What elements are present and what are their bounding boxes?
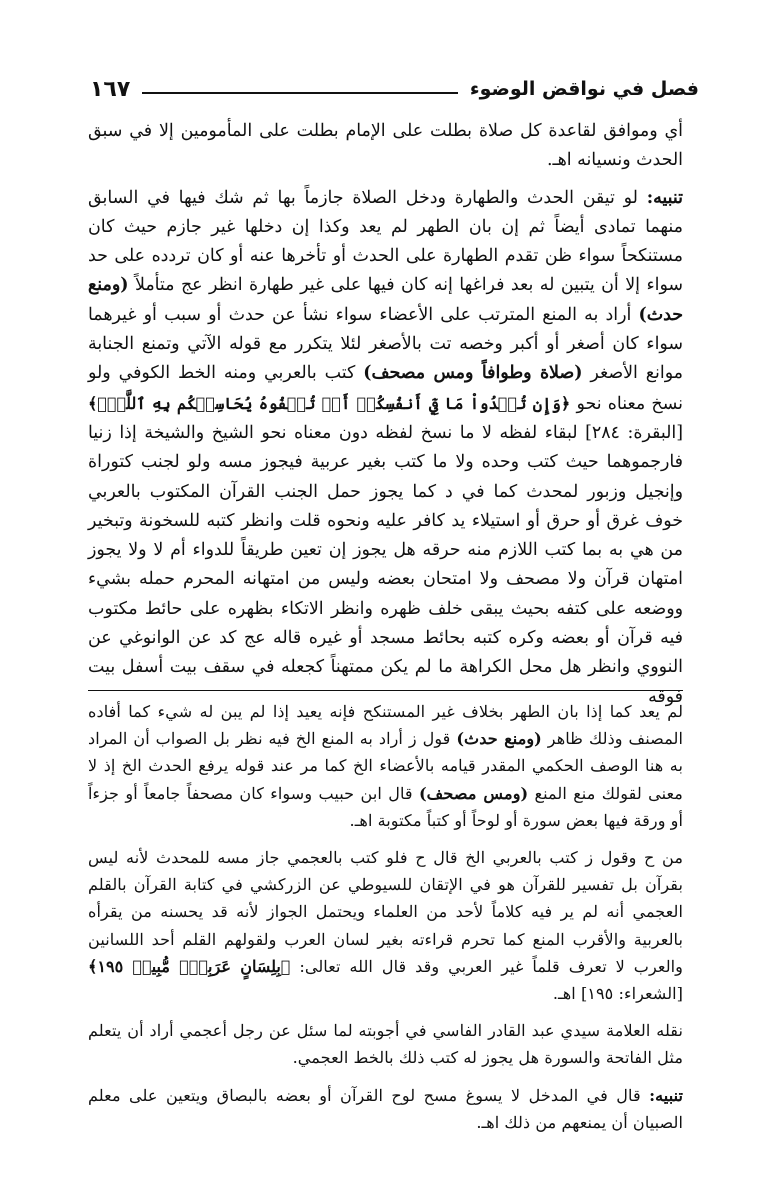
page-number: ١٦٧ bbox=[90, 77, 131, 102]
note-text-run: [الشعراء: ١٩٥] اهـ. bbox=[552, 984, 683, 1004]
main-text bbox=[88, 117, 683, 712]
header-rule bbox=[142, 92, 458, 94]
running-title: فصل في نواقض الوضوء bbox=[469, 78, 699, 100]
matn-quote: (صلاة وطوافاً ومس مصحف) bbox=[363, 363, 583, 384]
note-text-run: قال في المدخل لا يسوغ مسح لوح القرآن أو بعضه بالبصاق ويتعين على معلم الصبيان أن يمنعهم من ذلك اهـ. bbox=[88, 1085, 683, 1132]
note-paragraph-2 bbox=[88, 844, 683, 1007]
main-text-run: أراد به المنع المترتب على الأعضاء سواء نشأ عن حدث أو سبب أو غيرهما سواء كان أصغر أو أكبر وخصه تت بالأصغر لئلا يتكرر مع قوله الآتي وتمنع الجنابة موانع الأصغر bbox=[88, 304, 684, 384]
note-text-run: لم يعد كما إذا بان الطهر بخلاف غير المستنكح فإنه يعيد إذا لم يبن له شيء كما أفاده المصنف وذلك ظاهر bbox=[88, 702, 683, 749]
matn-quote: (ومنع حدث) bbox=[456, 729, 542, 749]
main-paragraph-2 bbox=[88, 184, 683, 712]
matn-quote: (ومس مصحف) bbox=[418, 783, 529, 803]
note-text-run: من ح وقول ز كتب بالعربي الخ قال ح فلو كتب بالعجمي جاز مسه للمحدث لأنه ليس بقرآن بل تفسير للقرآن هو في الإتقان للسيوطي عن الزركشي في كتابة القرآن بالقلم العجمي أنه لم ير فيه كلاماً لأحد من العلماء ويحتمل الجواز لأنه قد يحسنه من يقرأه بالعربية والأقرب المنع كما تحرم قراءته بغير لسان العرب ولقولهم القلم أحد اللسانين والعرب لا تعرف قلماً غير العربي وقد قال الله تعالى: bbox=[88, 848, 683, 976]
tanbih-label: تنبيه: bbox=[646, 187, 684, 208]
footnote-separator bbox=[88, 690, 683, 691]
quran-verse: ﴿وَإِن تُبۡدُواْ مَا فِيٓ أَنفُسِكُمۡ أَوۡ تُخۡفُوهُ يُحَاسِبۡكُم بِهِ ٱللَّهُۖ﴾ bbox=[88, 393, 571, 413]
note-paragraph-3: نقله العلامة سيدي عبد القادر الفاسي في أجوبته لما سئل عن رجل أعجمي أراد أن يتعلم مثل الفاتحة والسورة هل يجوز له كتب ذلك بالخط العجمي. bbox=[88, 1021, 683, 1068]
commentary-notes bbox=[88, 698, 683, 1136]
quran-verse: ﴿بِلِسَانٍ عَرَبِيّٖ مُّبِينٖ ١٩٥﴾ bbox=[88, 956, 291, 976]
main-paragraph-1: أي وموافق لقاعدة كل صلاة بطلت على الإمام بطلت على المأمومين إلا في سبق الحدث ونسيانه اهـ. bbox=[88, 121, 683, 171]
main-text-run: لو تيقن الحدث والطهارة ودخل الصلاة جازماً بها ثم شك فيها في السابق منهما تمادى أيضاً ثم إن بان الطهر لم يعد وكذا إن دخلها غير جازم حيث كان مستنكحاً سواء ظن تقدم الطهارة على الحدث أو تأخرها عنه أو كان تردده على حد سواء إلا أن يتبين له بعد فراغها إنه كان فيها على غير طهارة انظر عج متأملاً bbox=[88, 187, 684, 296]
tanbih-label: تنبيه: bbox=[649, 1085, 683, 1105]
note-text-run: قال ابن حبيب وسواء كان مصحفاً جامعاً أو جزءاً أو ورقة فيها بعض سورة أو لوحاً أو كتباً مكتوبة اهـ. bbox=[88, 783, 683, 830]
note-paragraph-4 bbox=[88, 1082, 683, 1136]
note-paragraph-1 bbox=[88, 698, 683, 834]
page-header bbox=[90, 72, 699, 106]
main-text-run: [البقرة: ٢٨٤] لبقاء لفظه لا ما نسخ لفظه دون معناه نحو الشيخ والشيخة إذا زنيا فارجموهما حيث كتب وحده ولا ما كتب بغير عربية فيجوز مسه ولو لجنب كتوراة وإنجيل وزبور لمحدث كما في د كما يجوز حمل الجنب القرآن المكتوب بالعربي خوف غرق أو حرق أو استيلاء يد كافر عليه ونحوه قلت وانظر كتبه للسخونة وتبخير من هي به بما كتب اللازم منه حرقه هل يجوز إن تعين طريقاً للدواء أم لا ولا يجوز امتهان قرآن ولا مصحف ولا امتحان بعضه وليس من امتهانه المحرم حمله بشيء ووضعه على كتفه بحيث يبقى خلف ظهره وانظر الاتكاء بظهره على حائط مكتوب فيه قرآن أو بعضه وكره كتبه بحائط مسجد أو غيره قاله عج كد عن الوانوغي عن النووي وانظر هل محل الكراهة ما لم يكن ممتهناً كجعله في سقف بيت أسفل بيت فوقه bbox=[88, 422, 683, 707]
note-text-run: قول ز أراد به المنع الخ فيه نظر بل الصواب أن المراد به هنا الوصف الحكمي المقدر قيامه بالأعضاء الخ كما مر عند قوله يرفع الحدث الخ إذ لا معنى لقولك منع المنع bbox=[88, 729, 683, 803]
matn-quote: (ومنع حدث) bbox=[88, 275, 683, 325]
main-text-run: كتب بالعربي ومنه الخط الكوفي ولو نسخ معناه نحو bbox=[88, 363, 683, 414]
